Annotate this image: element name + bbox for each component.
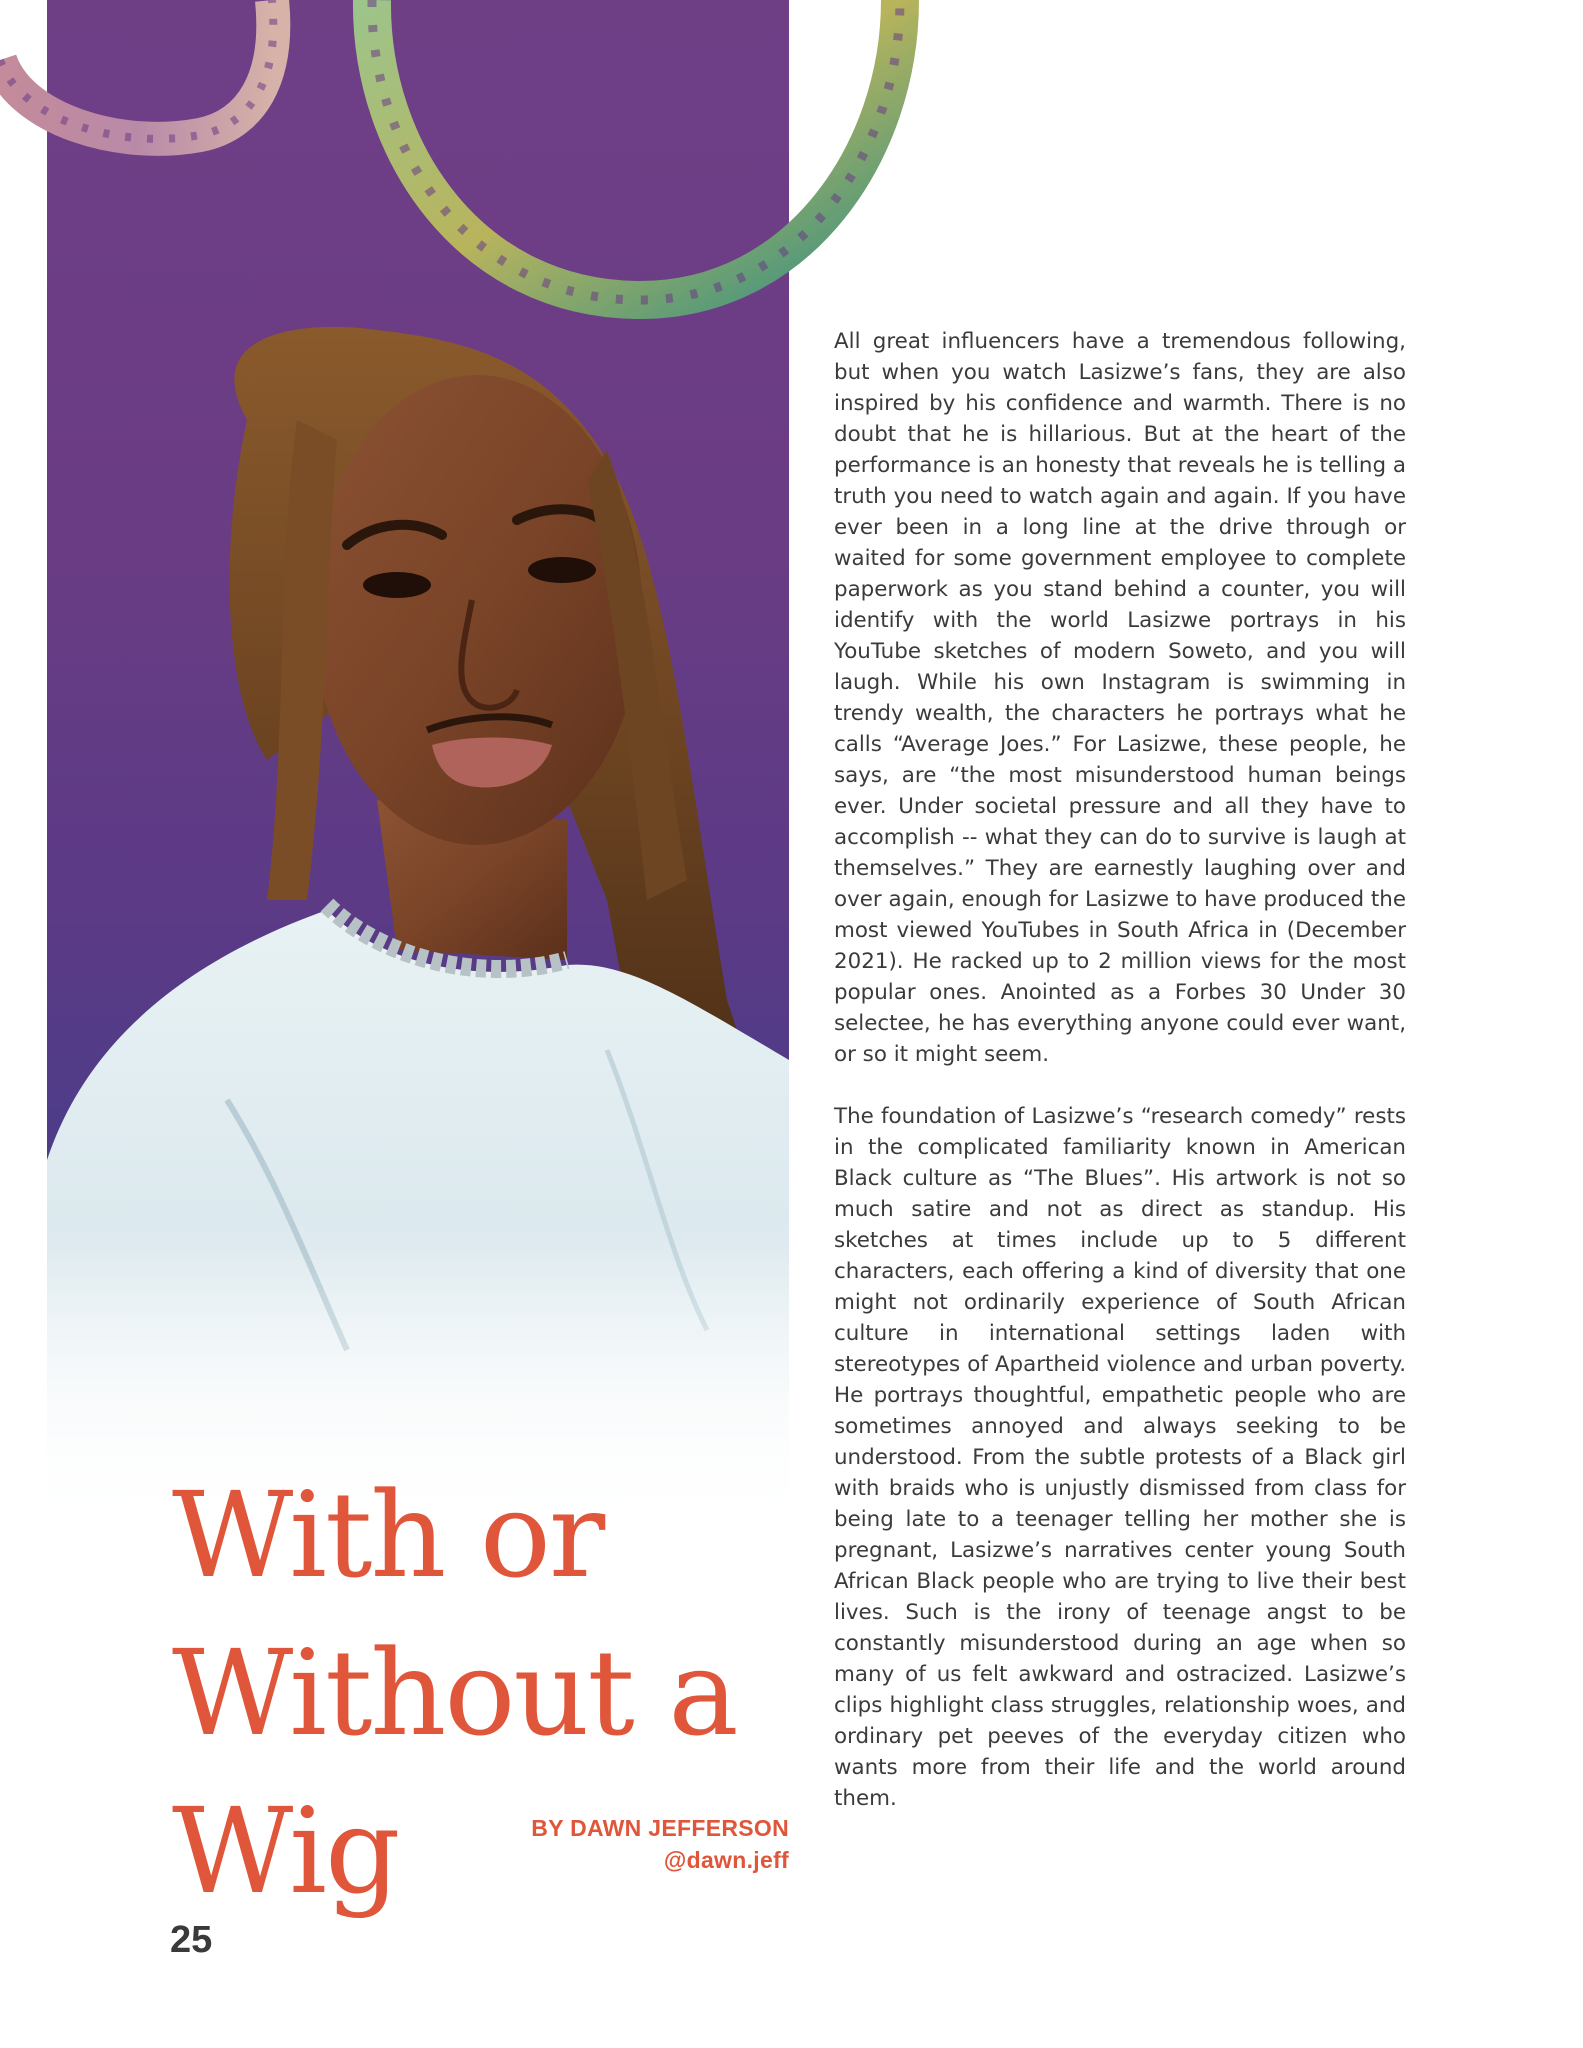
paragraph: The foundation of Lasizwe’s “research comedy” rests in the complicated familiarity known in American Black culture as “The Blues”. His artwork is not so much satire and not as direct as standup. His sketches at times include up to 5 different characters, each offering a kind of diversity that one might not ordinarily experience of South African culture in international settings laden with stereotypes of Apartheid violence and urban poverty. He portrays thoughtful, empathetic people who are sometimes annoyed and always seeking to be understood. From the subtle protests of a Black girl with braids who is unjustly dismissed from class for being late to a teenager telling her mother she is pregnant, Lasizwe’s narratives center young South African Black people who are trying to live their best lives. Such is the irony of teenage angst to be constantly misunderstood during an age when so many of us felt awkward and ostracized. Lasizwe’s clips highlight class struggles, relationship woes, and ordinary pet peeves of the everyday citizen who wants more from their life and the world around them. [834,1104,1406,1811]
byline [531,1812,789,1876]
author-handle: @dawn.jeff [663,1847,789,1873]
title-line: Wig [172,1782,399,1920]
page-number: 25 [170,1919,213,1961]
author-name: BY DAWN JEFFERSON [531,1815,789,1841]
portrait-photo [47,0,789,1530]
title-line: Without a [172,1624,737,1762]
portrait-illustration [47,0,789,1530]
title-line: With or [172,1466,604,1604]
article-body [834,326,1406,1845]
paragraph: All great influencers have a tremendous following, but when you watch Lasizwe’s fans, they are also inspired by his confidence and warmth. There is no doubt that he is hillarious. But at the heart of the performance is an honesty that reveals he is telling a truth you need to watch again and again. If you have ever been in a long line at the drive through or waited for some government employee to complete paperwork as you stand behind a counter, you will identify with the world Lasizwe portrays in his YouTube sketches of modern Soweto, and you will laugh. While his own Instagram is swimming in trendy wealth, the characters he portrays what he calls “Average Joes.” For Lasizwe, these people, he says, are “the most misunderstood human beings ever. Under societal pressure and all they have to accomplish -- what they can do to survive is laugh at themselves.” They are earnestly laughing over and over again, enough for Lasizwe to have produced the most viewed YouTubes in South Africa in (December 2021). He racked up to 2 million views for the most popular ones. Anointed as a Forbes 30 Under 30 selectee, he has everything anyone could ever want, or so it might seem. [834,329,1406,1067]
